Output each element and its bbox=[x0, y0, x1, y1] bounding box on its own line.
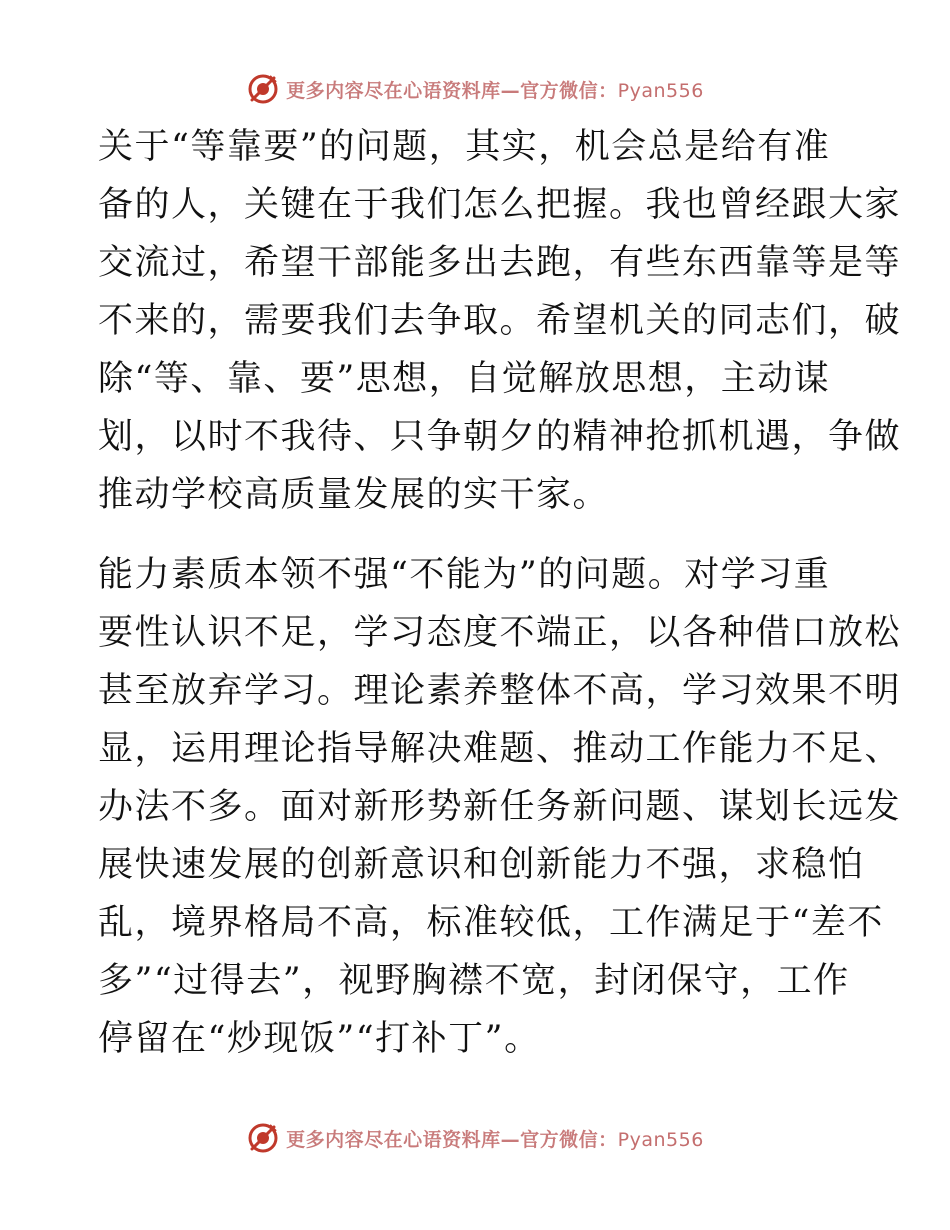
text-line: 关于“等靠要”的问题，其实，机会总是给有准 bbox=[98, 127, 831, 167]
footer-banner-text bbox=[286, 1125, 704, 1152]
text-line: 展快速发展的创新意识和创新能力不强，求稳怕 bbox=[98, 845, 865, 885]
text-line: 备的人，关键在于我们怎么把握。我也曾经跟大家 bbox=[98, 185, 902, 225]
text-line: 乱，境界格局不高，标准较低，工作满足于“差不 bbox=[98, 903, 884, 943]
text-line: 不来的，需要我们去争取。希望机关的同志们，破 bbox=[98, 301, 902, 341]
text-line: 除“等、靠、要”思想，自觉解放思想，主动谋 bbox=[98, 359, 831, 399]
footer-banner-wechat-id: Pyan556 bbox=[617, 1128, 704, 1151]
text-line: 划，以时不我待、只争朝夕的精神抢抓机遇，争做 bbox=[98, 417, 902, 457]
text-line: 甚至放弃学习。理论素养整体不高，学习效果不明 bbox=[98, 671, 902, 711]
text-line: 停留在“炒现饭”“打补丁”。 bbox=[98, 1019, 541, 1059]
footer-banner bbox=[0, 1121, 950, 1155]
text-line bbox=[98, 1068, 858, 1126]
header-banner-wechat-id: Pyan556 bbox=[617, 79, 704, 102]
logo-icon bbox=[246, 1121, 280, 1155]
footer-banner-cn: 更多内容尽在心语资料库—官方微信： bbox=[286, 1128, 618, 1151]
text-line: 推动学校高质量发展的实干家。 bbox=[98, 475, 610, 515]
header-banner-text bbox=[286, 76, 704, 103]
header-banner-cn: 更多内容尽在心语资料库—官方微信： bbox=[286, 79, 618, 102]
text-line: 办法不多。面对新形势新任务新问题、谋划长远发 bbox=[98, 787, 902, 827]
logo-icon bbox=[246, 72, 280, 106]
header-banner bbox=[0, 72, 950, 106]
text-line: 要性认识不足，学习态度不端正，以各种借口放松 bbox=[98, 613, 902, 653]
paragraph-1 bbox=[98, 118, 902, 524]
text-line: 显，运用理论指导解决难题、推动工作能力不足、 bbox=[98, 729, 902, 769]
text-line: 能力素质本领不强“不能为”的问题。对学习重 bbox=[98, 555, 831, 595]
text-line: 交流过，希望干部能多出去跑，有些东西靠等是等 bbox=[98, 243, 902, 283]
text-line: 多”“过得去”，视野胸襟不宽，封闭保守，工作 bbox=[98, 961, 850, 1001]
paragraph-2 bbox=[98, 546, 902, 1126]
document-body bbox=[98, 118, 902, 1148]
